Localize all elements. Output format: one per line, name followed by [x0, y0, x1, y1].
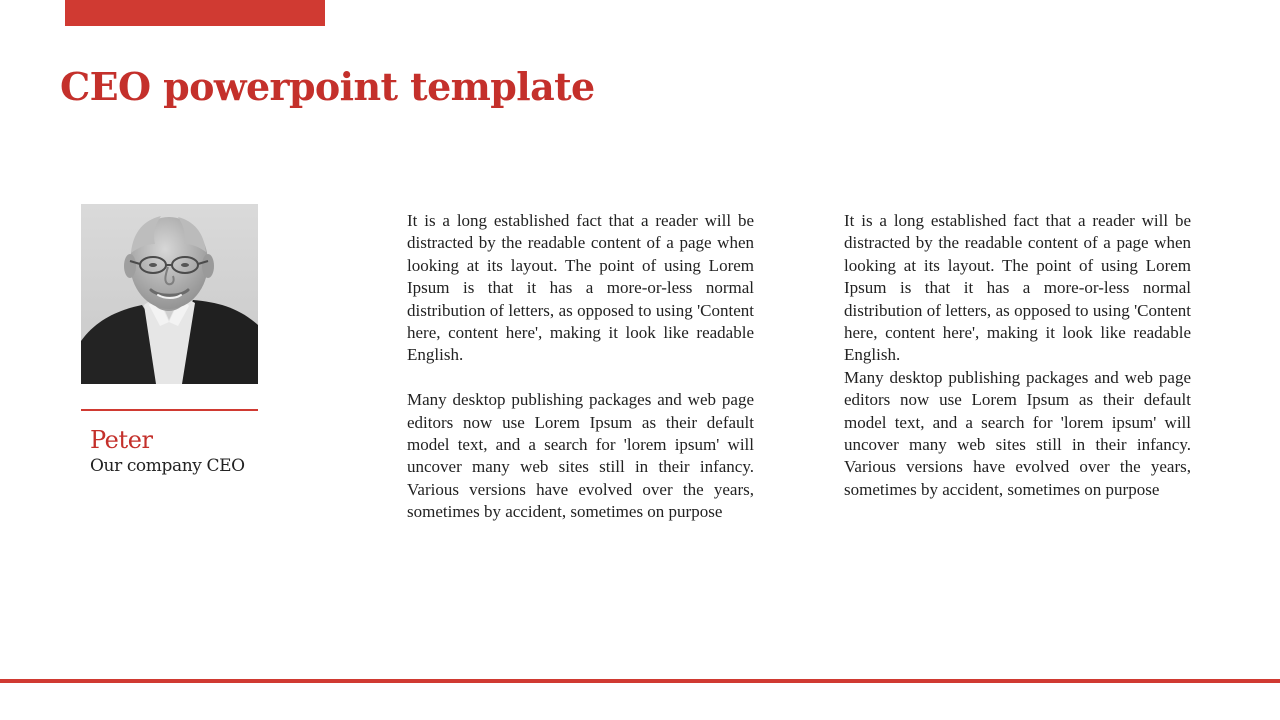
name-divider	[81, 409, 258, 411]
ceo-portrait	[81, 204, 258, 384]
column-left-paragraph-1: It is a long established fact that a reader will be distracted by the readable content of a page when looking at its layout. The point of using Lorem Ipsum is that it has a more-or-less normal distribution of letters, as opposed to using 'Content here, content here', making it look like readable English.	[407, 211, 754, 365]
bottom-accent-rule	[0, 679, 1280, 683]
ceo-name: Peter	[90, 426, 153, 454]
column-right-paragraph-2: Many desktop publishing packages and web page editors now use Lorem Ipsum as their default model text, and a search for 'lorem ipsum' will uncover many web sites still in their infancy. Various versions have evolved over the years, sometimes by accident, sometimes on purpose	[844, 367, 1191, 499]
portrait-photo-icon	[81, 204, 258, 384]
text-column-left	[407, 210, 754, 524]
column-right-paragraph-1: It is a long established fact that a reader will be distracted by the readable content of a page when looking at its layout. The point of using Lorem Ipsum is that it has a more-or-less normal distribution of letters, as opposed to using 'Content here, content here', making it look like readable English.	[844, 211, 1191, 365]
ceo-role: Our company CEO	[90, 456, 245, 476]
text-column-right	[844, 210, 1191, 501]
top-accent-bar	[65, 0, 325, 26]
column-left-paragraph-2: Many desktop publishing packages and web page editors now use Lorem Ipsum as their default model text, and a search for 'lorem ipsum' will uncover many web sites still in their infancy. Various versions have evolved over the years, sometimes by accident, sometimes on purpose	[407, 390, 754, 522]
slide-title: CEO powerpoint template	[60, 64, 595, 109]
